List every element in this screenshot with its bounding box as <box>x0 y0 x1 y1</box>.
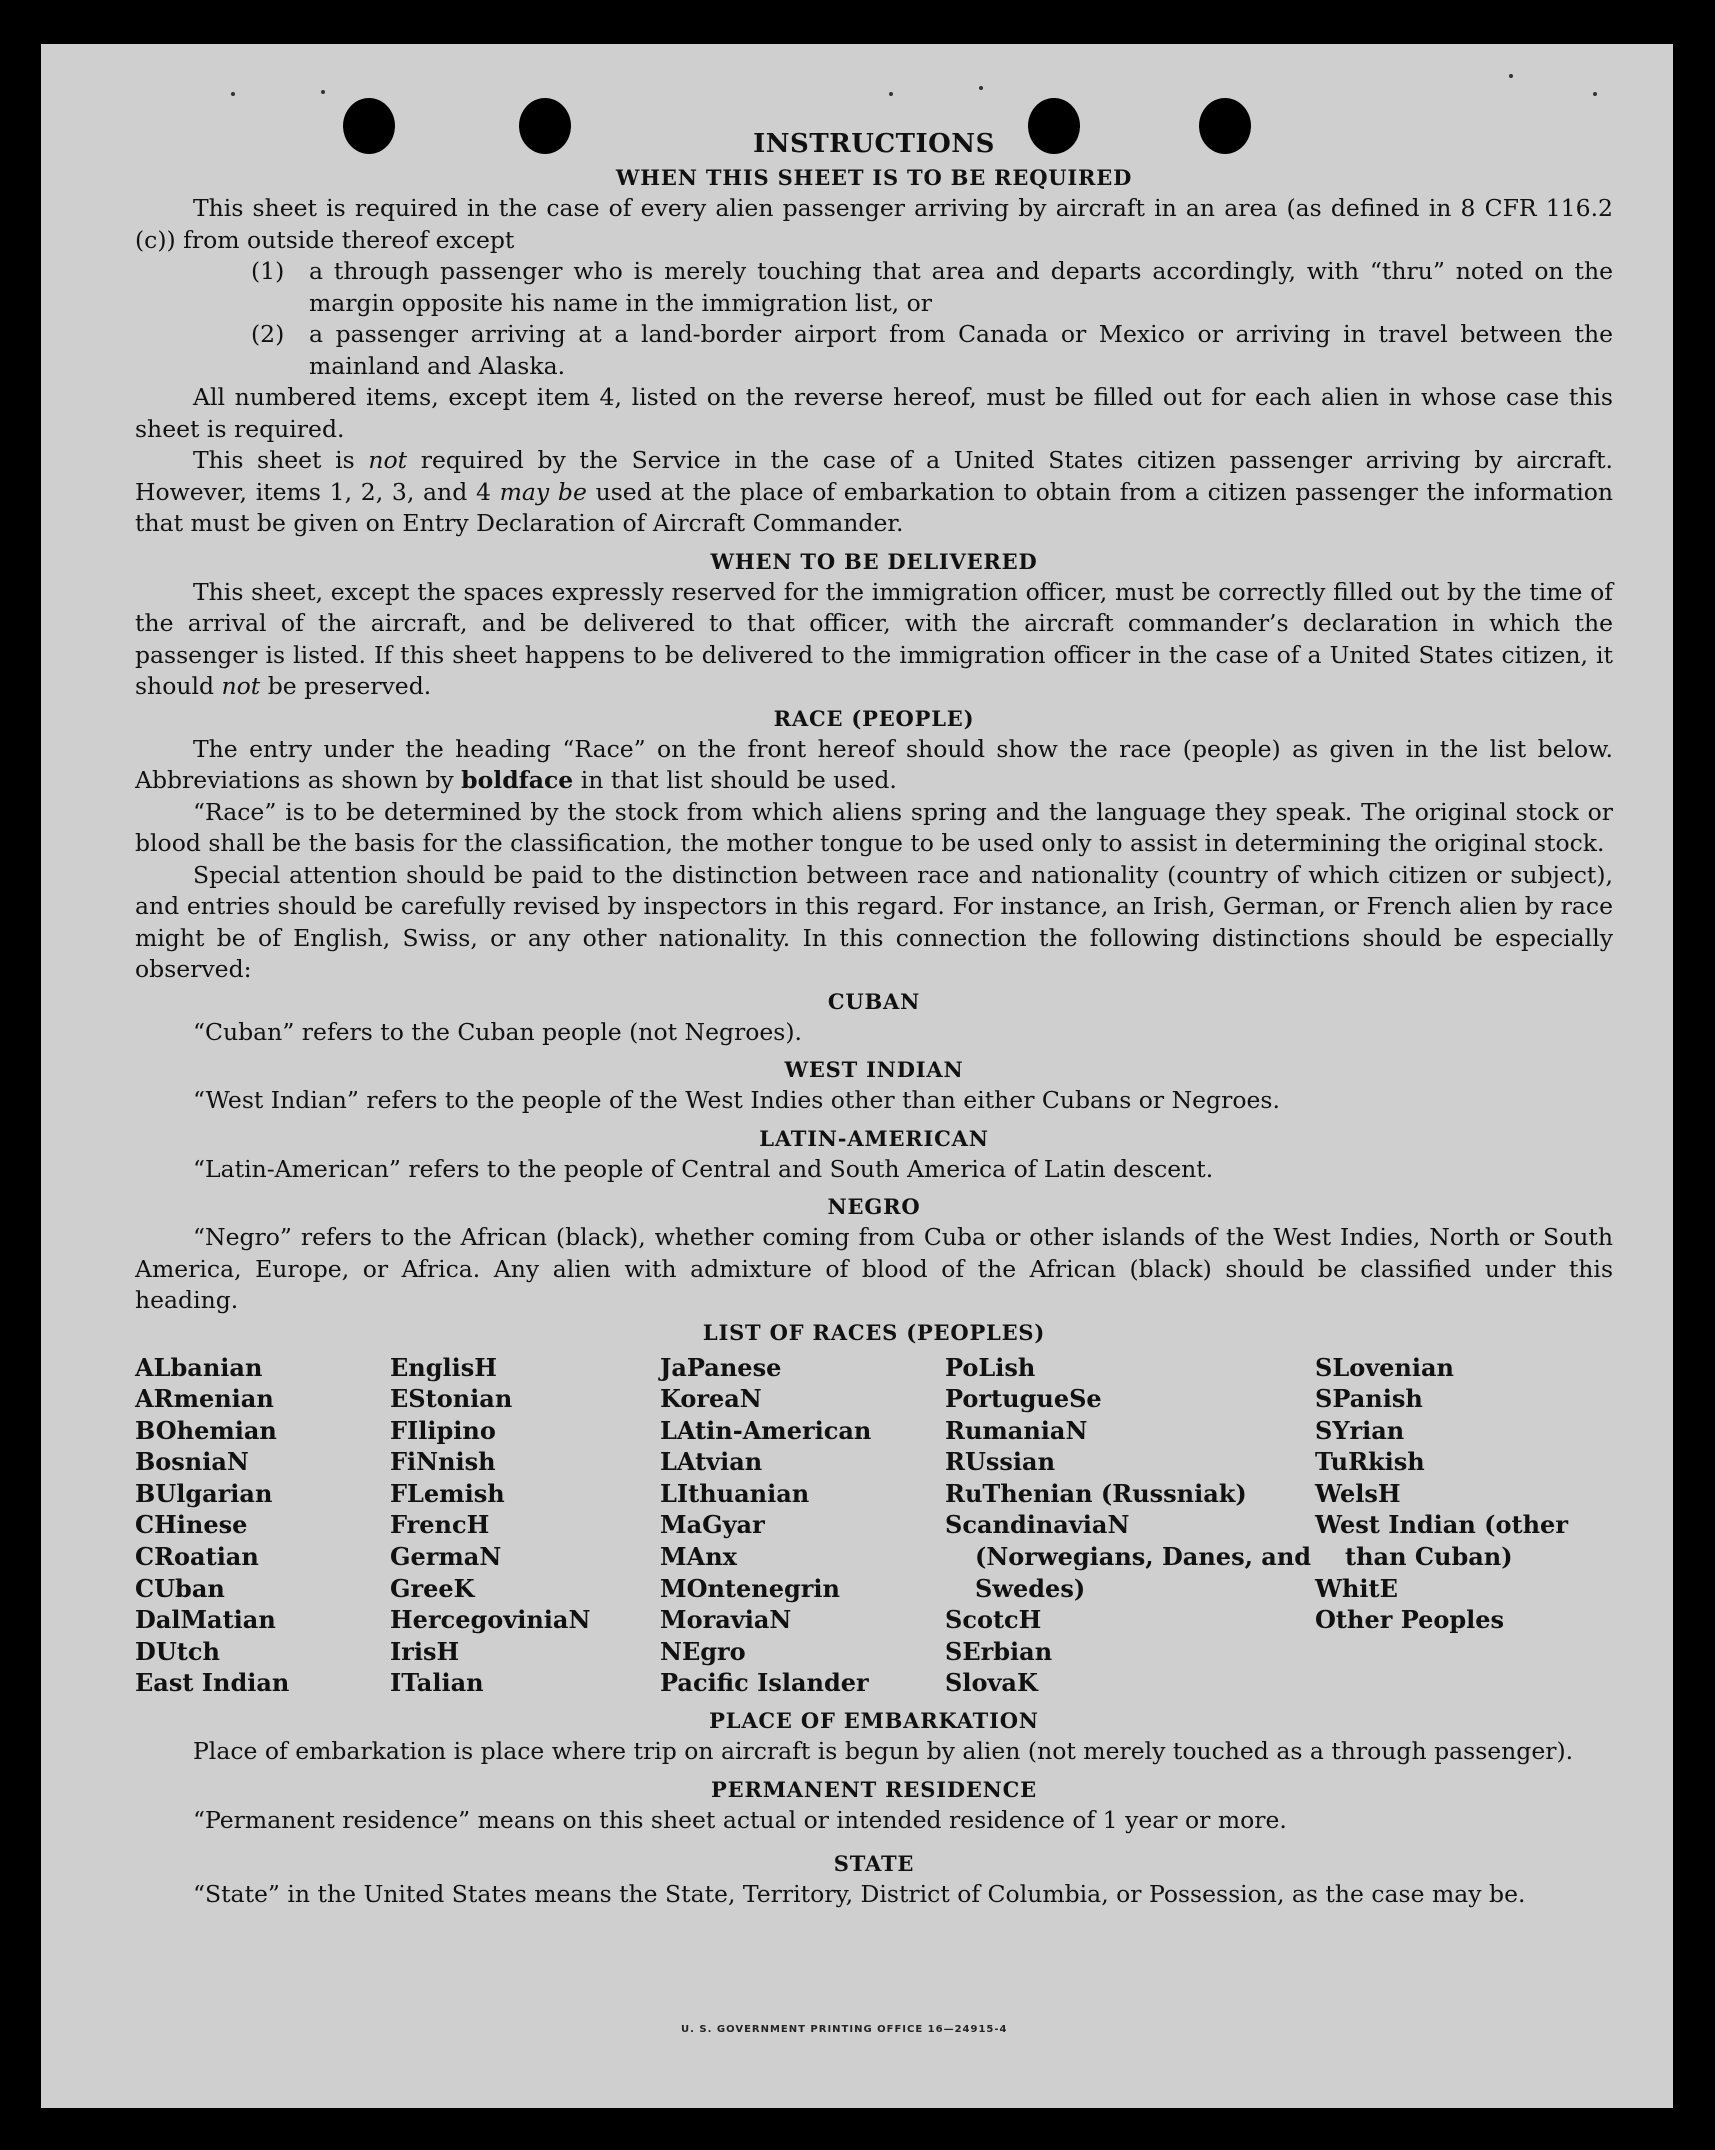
race-item: DalMatian <box>135 1605 276 1635</box>
speck <box>321 90 325 94</box>
race-item: ARmenian <box>135 1384 274 1414</box>
paragraph: Place of embarkation is place where trip on aircraft is begun by alien (not merely touched as a through passenger). <box>193 1737 1574 1766</box>
paragraph: All numbered items, except item 4, listed on the reverse hereof, must be filled out for each alien in whose case this sheet is required. <box>135 383 1613 443</box>
printer-imprint: U. S. GOVERNMENT PRINTING OFFICE 16—24915-4 <box>681 2024 1008 2035</box>
race-item: ITalian <box>390 1668 484 1698</box>
section-heading: LATIN-AMERICAN <box>759 1125 989 1151</box>
item-number: (2) <box>251 320 285 348</box>
race-item: West Indian (other than Cuban) <box>1315 1510 1568 1572</box>
paragraph: This sheet is required in the case of every alien passenger arriving by aircraft in an area (as defined in 8 CFR 116.2 (c)) from outside thereof except <box>135 194 1613 254</box>
race-column <box>390 1352 660 1700</box>
race-column <box>660 1352 945 1700</box>
race-item: BosniaN <box>135 1447 249 1477</box>
race-item: EnglisH <box>390 1352 497 1382</box>
race-item: MaGyar <box>660 1510 765 1540</box>
race-item: East Indian <box>135 1668 290 1698</box>
race-item: MOntenegrin <box>660 1573 840 1603</box>
instructions-content <box>135 126 1613 1911</box>
document-sheet <box>41 44 1673 2108</box>
race-item: FLemish <box>390 1478 505 1508</box>
race-item: CHinese <box>135 1510 248 1540</box>
race-item: BUlgarian <box>135 1478 273 1508</box>
race-item: DUtch <box>135 1636 220 1666</box>
race-item: MAnx <box>660 1542 737 1572</box>
section-heading: PLACE OF EMBARKATION <box>709 1708 1039 1734</box>
paragraph: “West Indian” refers to the people of the West Indies other than either Cubans or Negroes. <box>193 1086 1280 1114</box>
paragraph: “Permanent residence” means on this sheet actual or intended residence of 1 year or more. <box>193 1805 1287 1834</box>
race-column <box>1315 1352 1613 1700</box>
paragraph: Special attention should be paid to the distinction between race and nationality (country of which citizen or subject), and entries should be carefully revised by inspectors in this regard. For instance, an Irish, German, or French alien by race might be of English, Swiss, or any other nationality. In this connection the following distinctions should be especially observed: <box>135 860 1613 983</box>
race-item: RUssian <box>945 1447 1056 1477</box>
race-list <box>135 1352 1613 1700</box>
paragraph: “Latin-American” refers to the people of Central and South America of Latin descent. <box>193 1154 1214 1183</box>
item-number: (1) <box>251 257 285 285</box>
race-item: KoreaN <box>660 1384 762 1414</box>
section-heading: LIST OF RACES (PEOPLES) <box>702 1319 1046 1345</box>
paragraph: “State” in the United States means the State, Territory, District of Columbia, or Possession, as the case may be. <box>193 1880 1526 1909</box>
page-title: INSTRUCTIONS <box>753 129 995 159</box>
race-item: LAtin-American <box>660 1415 872 1445</box>
section-heading: WHEN TO BE DELIVERED <box>710 548 1038 574</box>
speck <box>231 92 235 96</box>
race-item: RumaniaN <box>945 1415 1088 1445</box>
race-column <box>135 1352 390 1700</box>
section-heading: PERMANENT RESIDENCE <box>711 1776 1037 1802</box>
race-item: GermaN <box>390 1542 502 1572</box>
race-item: WhitE <box>1315 1573 1398 1603</box>
paragraph: This sheet is not required by the Service in the case of a United States citizen passenger arriving by aircraft. However, items 1, 2, 3, and 4 may be used at the place of embarkation to obtain from a citizen passenger the information that must be given on Entry Declaration of Aircraft Commander. <box>135 446 1613 537</box>
race-item: WelsH <box>1315 1478 1401 1508</box>
race-item: ScandinaviaN (Norwegians, Danes, and Swedes) <box>945 1510 1312 1603</box>
item-text: a passenger arriving at a land-border airport from Canada or Mexico or arriving in travel between the mainland and Alaska. <box>309 320 1613 380</box>
race-item: ScotcH <box>945 1605 1042 1635</box>
race-item: PoLish <box>945 1352 1036 1382</box>
race-item: SLovenian <box>1315 1352 1454 1382</box>
race-item: RuThenian (Russniak) <box>945 1478 1247 1508</box>
paragraph: “Negro” refers to the African (black), whether coming from Cuba or other islands of the West Indies, North or South America, Europe, or Africa. Any alien with admixture of blood of the African (black) should be classified under this heading. <box>135 1223 1613 1314</box>
section-heading: CUBAN <box>827 988 921 1014</box>
section-heading: RACE (PEOPLE) <box>773 705 975 731</box>
race-item: IrisH <box>390 1636 460 1666</box>
race-item: SPanish <box>1315 1384 1423 1414</box>
section-heading: WHEN THIS SHEET IS TO BE REQUIRED <box>615 165 1133 190</box>
race-item: TuRkish <box>1315 1447 1425 1477</box>
race-item: SYrian <box>1315 1415 1405 1445</box>
race-item: BOhemian <box>135 1415 277 1445</box>
race-item: FiNnish <box>390 1447 496 1477</box>
paragraph: “Cuban” refers to the Cuban people (not Negroes). <box>193 1017 803 1046</box>
item-text: a through passenger who is merely touching that area and departs accordingly, with “thru” noted on the margin opposite his name in the immigration list, or <box>309 257 1613 317</box>
race-item: MoraviaN <box>660 1605 792 1635</box>
race-item: PortugueSe <box>945 1384 1102 1414</box>
race-item: CUban <box>135 1573 225 1603</box>
list-item <box>135 256 1613 319</box>
speck <box>979 86 983 90</box>
paragraph: “Race” is to be determined by the stock from which aliens spring and the language they speak. The original stock or blood shall be the basis for the classification, the mother tongue to be used only to assist in determining the original stock. <box>135 797 1613 857</box>
race-item: NEgro <box>660 1636 746 1666</box>
race-item: FrencH <box>390 1510 490 1540</box>
race-item: SlovaK <box>945 1668 1038 1698</box>
section-heading: STATE <box>833 1851 915 1877</box>
speck <box>1593 92 1597 96</box>
race-item: EStonian <box>390 1384 513 1414</box>
section-heading: NEGRO <box>827 1194 921 1219</box>
race-item: CRoatian <box>135 1542 259 1572</box>
race-item: JaPanese <box>660 1352 782 1382</box>
paragraph: The entry under the heading “Race” on the front hereof should show the race (people) as given in the list below. Abbreviations as shown by boldface in that list should be used. <box>135 734 1613 794</box>
speck <box>889 92 893 96</box>
race-item: LAtvian <box>660 1447 763 1477</box>
race-item: GreeK <box>390 1573 475 1603</box>
race-item: FIlipino <box>390 1415 496 1445</box>
paragraph: This sheet, except the spaces expressly reserved for the immigration officer, must be correctly filled out by the time of the arrival of the aircraft, and be delivered to that officer, with the aircraft commander’s declaration in which the passenger is listed. If this sheet happens to be delivered to the immigration officer in the case of a United States citizen, it should not be preserved. <box>135 577 1613 700</box>
race-item: SErbian <box>945 1636 1053 1666</box>
speck <box>1509 74 1513 78</box>
race-item: ALbanian <box>135 1352 263 1382</box>
list-item <box>135 319 1613 382</box>
race-item: HercegoviniaN <box>390 1605 591 1635</box>
section-heading: WEST INDIAN <box>784 1057 964 1082</box>
race-item: Pacific Islander <box>660 1668 869 1698</box>
race-item: LIthuanian <box>660 1478 810 1508</box>
race-column <box>945 1352 1315 1700</box>
race-item: Other Peoples <box>1315 1605 1505 1635</box>
